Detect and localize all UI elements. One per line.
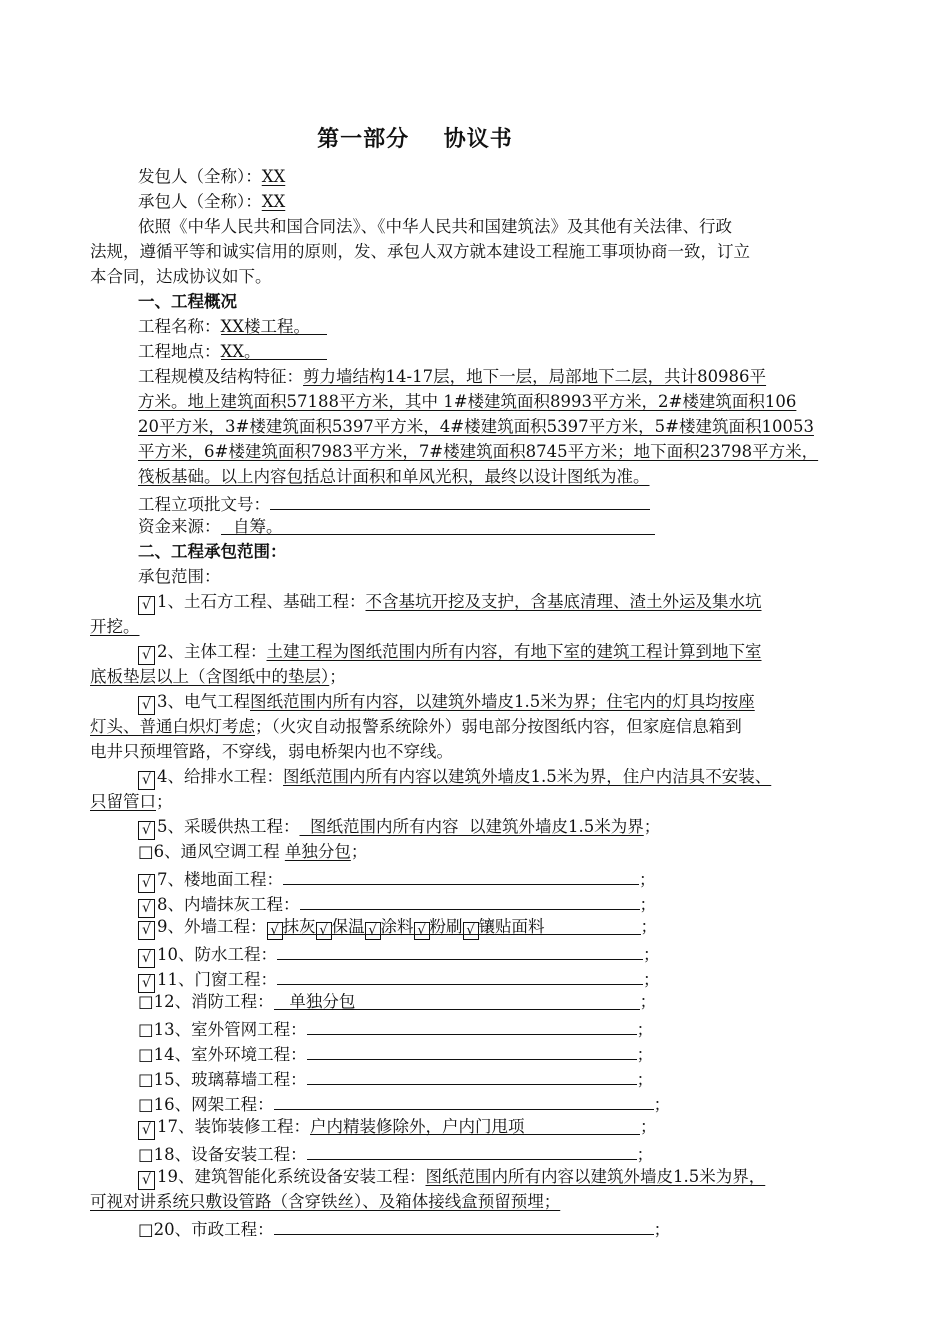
item-13-label: 13、室外管网工程： bbox=[153, 1020, 307, 1039]
employer-label: 发包人（全称）： bbox=[138, 167, 262, 186]
scope-item-2 bbox=[138, 640, 762, 664]
section-2-heading: 二、工程承包范围： bbox=[138, 542, 287, 561]
option-tile-checkbox[interactable]: √ bbox=[463, 922, 479, 940]
item-14-semicolon: ； bbox=[636, 1045, 654, 1064]
item-14-checkbox[interactable]: □ bbox=[138, 1045, 154, 1064]
intro-paragraph-line-3: 本合同，达成协议如下。 bbox=[90, 267, 272, 286]
item-1-label: 1、土石方工程、基础工程： bbox=[157, 592, 366, 611]
item-18-field bbox=[307, 1140, 637, 1160]
project-scale-text: 剪力墙结构14-17层，地下一层，局部地下二层，共计80986平 bbox=[303, 367, 767, 386]
item-3-text-line-3: 电井只预埋管路，不穿线，弱电桥架内也不穿线。 bbox=[90, 742, 453, 761]
item-17-label: 17、装饰装修工程： bbox=[157, 1117, 310, 1136]
item-3-text: 图纸范围内所有内容，以建筑外墙皮1.5米为界；住宅内的灯具均按座 bbox=[250, 692, 755, 711]
scope-item-9 bbox=[138, 915, 657, 939]
item-1-checkbox[interactable]: √ bbox=[138, 596, 155, 615]
scope-item-15 bbox=[138, 1065, 653, 1089]
item-16-field bbox=[274, 1090, 654, 1110]
item-7-checkbox[interactable]: √ bbox=[138, 874, 155, 893]
page-title: 第一部分 协议书 bbox=[317, 127, 513, 152]
project-site-label: 工程地点： bbox=[138, 342, 221, 361]
project-name-value: XX楼工程。 bbox=[220, 317, 310, 336]
scope-item-11 bbox=[138, 965, 660, 989]
fund-line bbox=[138, 515, 655, 539]
option-plaster-label: 抹灰 bbox=[282, 917, 316, 936]
item-20-semicolon: ； bbox=[653, 1220, 671, 1239]
project-site-field bbox=[221, 340, 327, 360]
item-8-semicolon: ； bbox=[639, 895, 656, 914]
item-9-checkbox[interactable]: √ bbox=[138, 921, 155, 940]
fund-value: 自筹。 bbox=[233, 517, 283, 536]
approval-field bbox=[270, 490, 650, 510]
item-19-text-line-2: 可视对讲系统只敷设管路（含穿铁丝）、及箱体接线盒预留预埋； bbox=[90, 1192, 561, 1211]
scope-label: 承包范围： bbox=[138, 567, 221, 586]
project-name-line bbox=[138, 315, 327, 339]
option-insulation-label: 保温 bbox=[331, 917, 365, 936]
item-14-label: 14、室外环境工程： bbox=[153, 1045, 307, 1064]
item-7-field bbox=[283, 865, 639, 885]
employer-line bbox=[138, 165, 285, 189]
option-tile-label: 镶贴面料 bbox=[478, 917, 545, 936]
approval-label: 工程立项批文号： bbox=[138, 495, 270, 514]
project-scale-line-5: 筏板基础。以上内容包括总计面积和单风光积，最终以设计图纸为准。 bbox=[138, 467, 650, 486]
item-18-label: 18、设备安装工程： bbox=[153, 1145, 307, 1164]
item-4-text-cont: 只留管口 bbox=[90, 792, 156, 811]
item-4-semicolon: ； bbox=[156, 792, 173, 811]
item-11-field bbox=[277, 965, 643, 985]
item-15-label: 15、玻璃幕墙工程： bbox=[153, 1070, 307, 1089]
item-18-semicolon: ； bbox=[636, 1145, 654, 1164]
project-site-value: XX。 bbox=[220, 342, 261, 361]
item-9-semicolon: ； bbox=[640, 917, 657, 936]
item-3-label: 3、电气工程 bbox=[157, 692, 250, 711]
item-20-field bbox=[274, 1215, 654, 1235]
scope-item-12 bbox=[138, 990, 656, 1014]
item-19-label: 19、建筑智能化系统设备安装工程： bbox=[157, 1167, 426, 1186]
item-7-label: 7、楼地面工程： bbox=[157, 870, 283, 889]
option-insulation-checkbox[interactable]: √ bbox=[316, 922, 332, 940]
approval-line bbox=[138, 490, 650, 514]
item-6-semicolon: ； bbox=[350, 842, 368, 861]
item-12-field bbox=[274, 990, 640, 1010]
option-paint-label: 粉刷 bbox=[429, 917, 463, 936]
item-16-label: 16、网架工程： bbox=[153, 1095, 274, 1114]
scope-item-5 bbox=[138, 815, 660, 839]
option-coating-label: 涂料 bbox=[380, 917, 414, 936]
item-6-checkbox[interactable]: □ bbox=[138, 842, 154, 861]
item-14-field bbox=[307, 1040, 637, 1060]
item-4-text-line-2 bbox=[90, 790, 173, 814]
scope-item-20 bbox=[138, 1215, 670, 1239]
fund-label: 资金来源： bbox=[138, 517, 221, 536]
item-8-field bbox=[300, 890, 640, 910]
scope-item-1 bbox=[138, 590, 762, 614]
item-8-checkbox[interactable]: √ bbox=[138, 899, 155, 918]
project-name-field bbox=[221, 315, 327, 335]
item-1-text: 不含基坑开挖及支护，含基底清理、渣土外运及集水坑 bbox=[365, 592, 762, 611]
item-10-label: 10、防水工程： bbox=[157, 945, 277, 964]
scope-item-17 bbox=[138, 1115, 657, 1139]
scope-item-16 bbox=[138, 1090, 670, 1114]
item-2-text-line-2 bbox=[90, 665, 346, 689]
item-20-checkbox[interactable]: □ bbox=[138, 1220, 154, 1239]
item-13-field bbox=[307, 1015, 637, 1035]
item-5-checkbox[interactable]: √ bbox=[138, 821, 155, 840]
contractor-value: XX bbox=[261, 192, 286, 211]
option-plaster-checkbox[interactable]: √ bbox=[267, 922, 283, 940]
item-11-checkbox[interactable]: √ bbox=[138, 974, 155, 993]
scope-item-7 bbox=[138, 865, 656, 889]
item-3-text-line-2 bbox=[90, 715, 742, 739]
scope-item-6 bbox=[138, 840, 367, 864]
item-4-label: 4、给排水工程： bbox=[157, 767, 283, 786]
item-9-options bbox=[267, 915, 641, 938]
item-15-field bbox=[307, 1065, 637, 1085]
item-6-text: 单独分包 bbox=[284, 842, 351, 861]
project-site-line bbox=[138, 340, 327, 364]
item-3-text-note: ；（火灾自动报警系统除外）弱电部分按图纸内容，但家庭信息箱到 bbox=[255, 717, 742, 736]
contractor-line bbox=[138, 190, 285, 214]
item-8-label: 8、内墙抹灰工程： bbox=[157, 895, 300, 914]
scope-item-18 bbox=[138, 1140, 653, 1164]
project-scale-line-4: 平方米，6#楼建筑面积7983平方米，7#楼建筑面积8745平方米；地下面积23798平方米， bbox=[138, 442, 819, 461]
scope-item-4 bbox=[138, 765, 771, 789]
item-1-text-line-2: 开挖。 bbox=[90, 617, 140, 636]
item-16-semicolon: ； bbox=[653, 1095, 671, 1114]
item-6-label: 6、通风空调工程 bbox=[153, 842, 280, 861]
item-5-label: 5、采暖供热工程： bbox=[157, 817, 300, 836]
employer-value: XX bbox=[261, 167, 286, 186]
item-17-field bbox=[310, 1115, 640, 1135]
item-12-label: 12、消防工程： bbox=[153, 992, 274, 1011]
item-17-value: 户内精装修除外，户内门甩项 bbox=[310, 1117, 525, 1136]
project-scale-line-3: 20平方米，3#楼建筑面积5397平方米，4#楼建筑面积5397平方米，5#楼建筑面积10053 bbox=[138, 417, 814, 436]
project-scale-label: 工程规模及结构特征： bbox=[138, 367, 303, 386]
intro-paragraph-line-1: 依照《中华人民共和国合同法》、《中华人民共和国建筑法》及其他有关法律、行政 bbox=[138, 217, 732, 236]
item-15-checkbox[interactable]: □ bbox=[138, 1070, 154, 1089]
item-16-checkbox[interactable]: □ bbox=[138, 1095, 154, 1114]
scope-item-19 bbox=[138, 1165, 765, 1189]
item-10-checkbox[interactable]: √ bbox=[138, 949, 155, 968]
fund-field bbox=[221, 515, 655, 535]
item-5-semicolon: ； bbox=[643, 817, 661, 836]
item-12-semicolon: ； bbox=[639, 992, 657, 1011]
item-2-checkbox[interactable]: √ bbox=[138, 646, 155, 665]
intro-paragraph-line-2: 法规，遵循平等和诚实信用的原则，发、承包人双方就本建设工程施工事项协商一致，订立 bbox=[90, 242, 750, 261]
item-19-text: 图纸范围内所有内容以建筑外墙皮1.5米为界， bbox=[425, 1167, 766, 1186]
scope-item-14 bbox=[138, 1040, 653, 1064]
item-4-text: 图纸范围内所有内容以建筑外墙皮1.5米为界，住户内洁具不安装、 bbox=[283, 767, 772, 786]
item-7-semicolon: ； bbox=[639, 870, 656, 889]
contractor-label: 承包人（全称）： bbox=[138, 192, 262, 211]
item-2-text: 土建工程为图纸范围内所有内容，有地下室的建筑工程计算到地下室 bbox=[266, 642, 762, 661]
item-18-checkbox[interactable]: □ bbox=[138, 1145, 154, 1164]
option-coating-checkbox[interactable]: √ bbox=[365, 922, 381, 940]
option-paint-checkbox[interactable]: √ bbox=[414, 922, 430, 940]
item-4-checkbox[interactable]: √ bbox=[138, 771, 155, 790]
item-3-checkbox[interactable]: √ bbox=[138, 696, 155, 715]
item-3-text-cont: 灯头、普通白炽灯考虑 bbox=[90, 717, 255, 736]
item-12-checkbox[interactable]: □ bbox=[138, 992, 154, 1011]
item-11-label: 11、门窗工程： bbox=[157, 970, 277, 989]
project-scale-line-1 bbox=[138, 365, 766, 389]
project-name-label: 工程名称： bbox=[138, 317, 221, 336]
scope-item-8 bbox=[138, 890, 656, 914]
scope-item-10 bbox=[138, 940, 660, 964]
item-17-checkbox[interactable]: √ bbox=[138, 1121, 155, 1140]
item-2-text-cont: 底板垫层以上（含图纸中的垫层） bbox=[90, 667, 330, 686]
item-10-field bbox=[277, 940, 643, 960]
item-11-semicolon: ； bbox=[643, 970, 660, 989]
item-13-semicolon: ； bbox=[636, 1020, 654, 1039]
item-2-semicolon: ； bbox=[329, 667, 346, 686]
scope-item-13 bbox=[138, 1015, 653, 1039]
item-17-semicolon: ； bbox=[640, 1117, 657, 1136]
item-19-checkbox[interactable]: √ bbox=[138, 1171, 155, 1190]
item-9-label: 9、外墙工程： bbox=[157, 917, 267, 936]
item-15-semicolon: ； bbox=[636, 1070, 654, 1089]
item-13-checkbox[interactable]: □ bbox=[138, 1020, 154, 1039]
scope-item-3 bbox=[138, 690, 755, 714]
item-20-label: 20、市政工程： bbox=[153, 1220, 274, 1239]
item-5-text: 图纸范围内所有内容 以建筑外墙皮1.5米为界 bbox=[299, 817, 644, 836]
item-12-value: 单独分包 bbox=[289, 992, 356, 1011]
item-2-label: 2、主体工程： bbox=[157, 642, 267, 661]
item-10-semicolon: ； bbox=[643, 945, 660, 964]
section-1-heading: 一、工程概况 bbox=[138, 292, 237, 311]
project-scale-line-2: 方米。地上建筑面积57188平方米，其中 1#楼建筑面积8993平方米，2#楼建筑面积106 bbox=[138, 392, 797, 411]
